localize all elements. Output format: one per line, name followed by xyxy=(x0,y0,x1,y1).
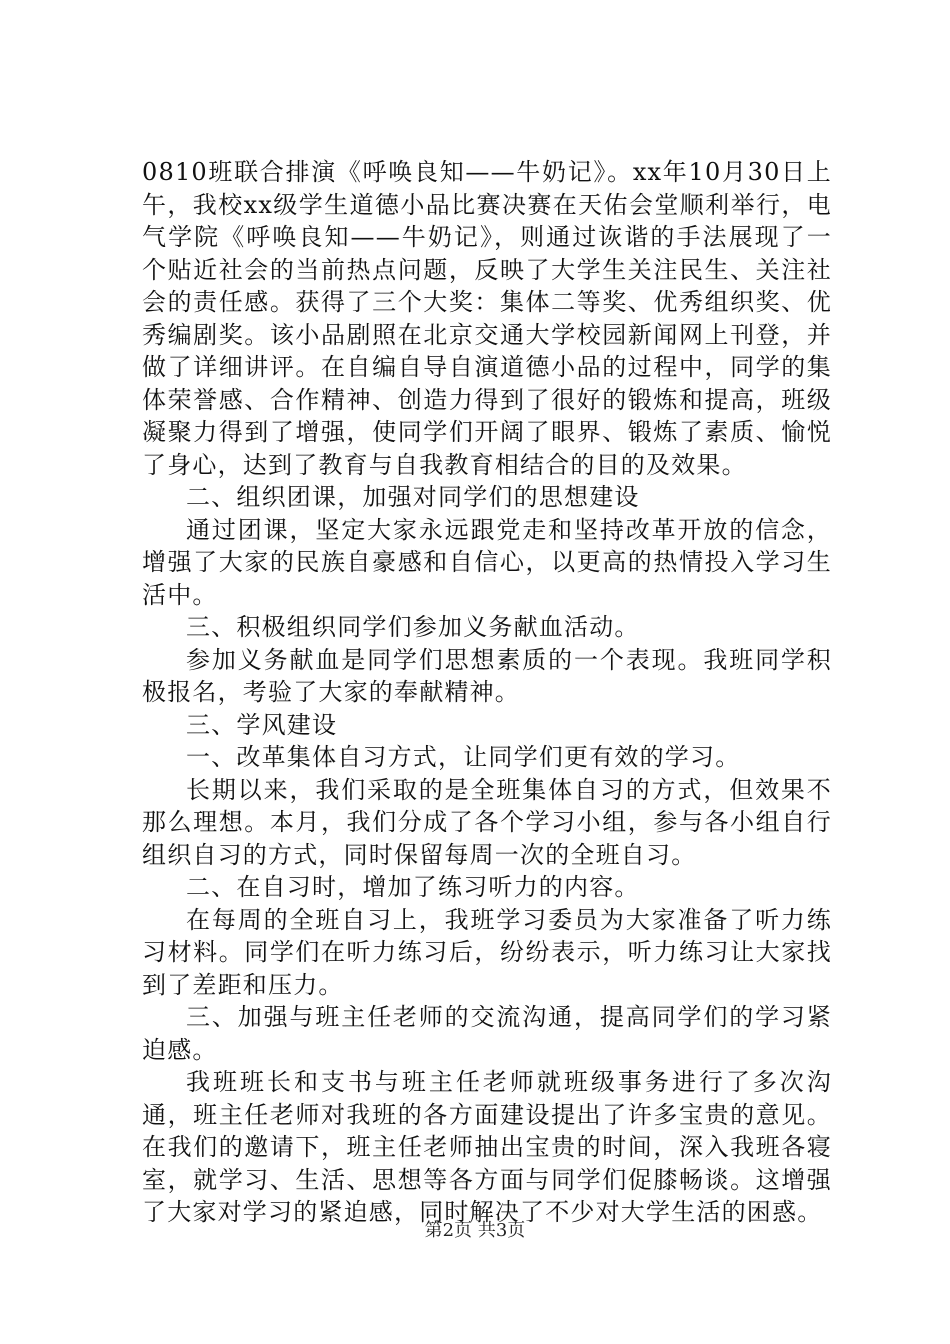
document-body xyxy=(142,156,832,1229)
section-heading-blood-donation: 三、积极组织同学们参加义务献血活动。 xyxy=(186,613,640,641)
subheading-teacher-communication: 三、加强与班主任老师的交流沟通，提高同学们的学习紧迫感。 xyxy=(142,1003,832,1064)
section-heading-group-class: 二、组织团课，加强对同学们的思想建设 xyxy=(186,483,640,511)
paragraph-teacher-communication: 我班班长和支书与班主任老师就班级事务进行了多次沟通，班主任老师对我班的各方面建设提出了许多宝贵的意见。在我们的邀请下，班主任老师抽出宝贵的时间，深入我班各寝室，就学习、生活、思想等各方面与同学们促膝畅谈。这增强了大家对学习的紧迫感，同时解决了不少对大学生活的困惑。 xyxy=(142,1068,832,1226)
paragraph-listening-practice: 在每周的全班自习上，我班学习委员为大家准备了听力练习材料。同学们在听力练习后，纷纷表示，听力练习让大家找到了差距和压力。 xyxy=(142,905,832,999)
section-heading-study-style: 三、学风建设 xyxy=(186,710,338,739)
page-footer: 第2页 共3页 xyxy=(424,1220,526,1241)
subheading-self-study-reform: 一、改革集体自习方式，让同学们更有效的学习。 xyxy=(186,743,741,771)
subheading-listening-practice: 二、在自习时，增加了练习听力的内容。 xyxy=(186,873,640,901)
paragraph-self-study-reform: 长期以来，我们采取的是全班集体自习的方式，但效果不那么理想。本月，我们分成了各个学习小组，参与各小组自行组织自习的方式，同时保留每周一次的全班自习。 xyxy=(142,775,832,869)
paragraph-intro: 0810班联合排演《呼唤良知——牛奶记》。xx年10月30日上午，我校xx级学生道德小品比赛决赛在天佑会堂顺利举行，电气学院《呼唤良知——牛奶记》，则通过诙谐的手法展现了一个贴近社会的当前热点问题，反映了大学生关注民生、关注社会的责任感。获得了三个大奖：集体二等奖、优秀组织奖、优秀编剧奖。该小品剧照在北京交通大学校园新闻网上刊登，并做了详细讲评。在自编自导自演道德小品的过程中，同学的集体荣誉感、合作精神、创造力得到了很好的锻炼和提高，班级凝聚力得到了增强，使同学们开阔了眼界、锻炼了素质、愉悦了身心，达到了教育与自我教育相结合的目的及效果。 xyxy=(142,158,832,479)
paragraph-blood-donation: 参加义务献血是同学们思想素质的一个表现。我班同学积极报名，考验了大家的奉献精神。 xyxy=(142,645,832,706)
paragraph-group-class: 通过团课，坚定大家永远跟党走和坚持改革开放的信念，增强了大家的民族自豪感和自信心，以更高的热情投入学习生活中。 xyxy=(142,515,832,609)
